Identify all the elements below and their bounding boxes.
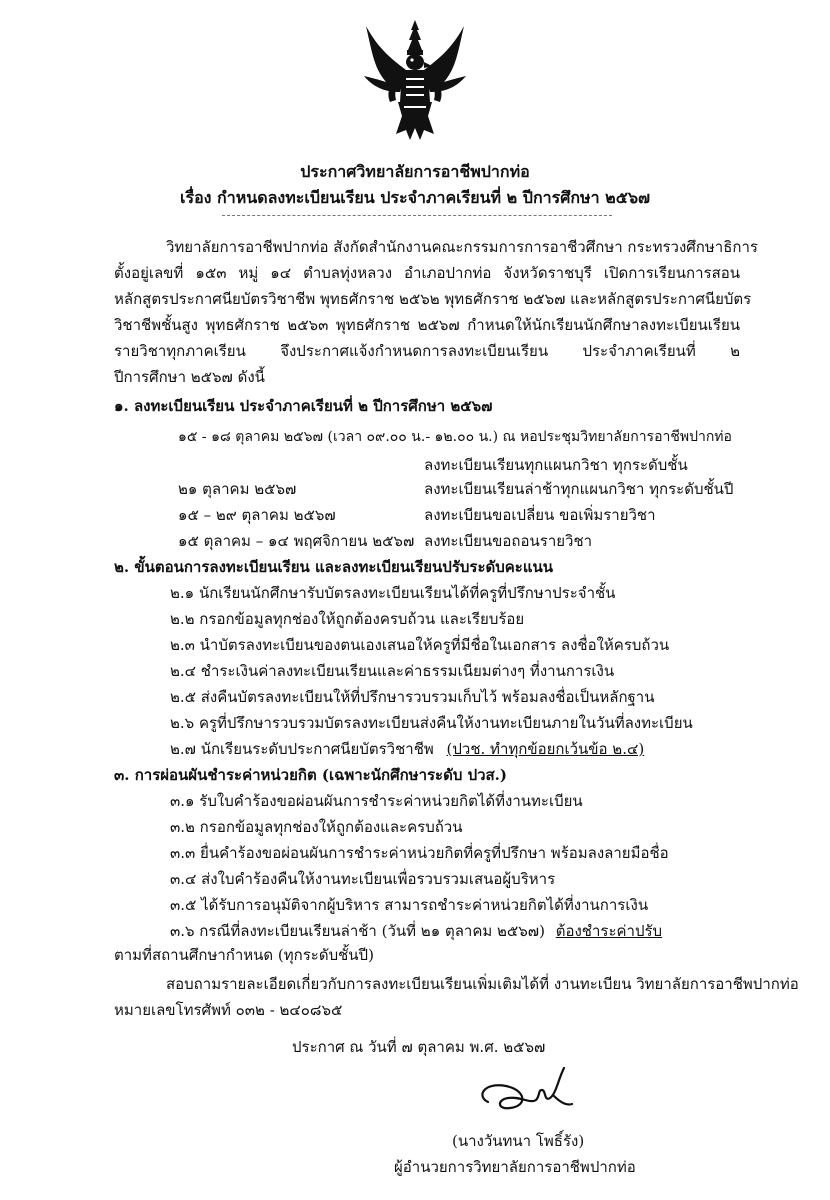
- intro-line: รายวิชาทุกภาคเรียน จึงประกาศแจ้งกำหนดการลงทะเบียนเรียน ประจำภาคเรียนที่ ๒: [114, 342, 740, 360]
- garuda-emblem-icon: [360, 18, 470, 146]
- procedure-item: ๒.๔ ชำระเงินค่าลงทะเบียนเรียนและค่าธรรมเนียมต่างๆ ที่งานการเงิน: [170, 662, 615, 680]
- procedure-item: ๒.๒ กรอกข้อมูลทุกช่องให้ถูกต้องครบถ้วน และเรียบร้อย: [170, 610, 525, 628]
- deferral-item: ๓.๔ ส่งใบคำร้องคืนให้งานทะเบียนเพื่อรวบรวมเสนอผู้บริหาร: [170, 870, 556, 888]
- procedure-item: ๒.๓ นำบัตรลงทะเบียนของตนเองเสนอให้ครูที่มีชื่อในเอกสาร ลงชื่อให้ครบถ้วน: [170, 636, 670, 654]
- intro-line: ตั้งอยู่เลขที่ ๑๕๓ หมู่ ๑๔ ตำบลทุ่งหลวง อำเภอปากท่อ จังหวัดราชบุรี เปิดการเรียนการสอน: [114, 264, 740, 282]
- schedule-row-desc: ลงทะเบียนเรียนทุกแผนกวิชา ทุกระดับชั้น: [424, 456, 688, 474]
- contact-line: สอบถามรายละเอียดเกี่ยวกับการลงทะเบียนเรียนเพิ่มเติมได้ที่ งานทะเบียน วิทยาลัยการอาชีพปากท่อ: [166, 975, 799, 993]
- title-divider: [222, 215, 612, 216]
- procedure-item: ๒.๑ นักเรียนนักศึกษารับบัตรลงทะเบียนเรียนได้ที่ครูที่ปรึกษาประจำชั้น: [170, 584, 616, 602]
- intro-line: วิทยาลัยการอาชีพปากท่อ สังกัดสำนักงานคณะกรรมการการอาชีวศึกษา กระทรวงศึกษาธิการ: [166, 238, 758, 256]
- procedure-item: [170, 739, 644, 759]
- signer-name: (นางวันทนา โพธิ์รัง): [452, 1132, 585, 1150]
- deferral-item: [170, 921, 662, 941]
- intro-line: ปีการศึกษา ๒๕๖๗ ดังนี้: [114, 368, 265, 386]
- document-subject: เรื่อง กำหนดลงทะเบียนเรียน ประจำภาคเรียนที่ ๒ ปีการศึกษา ๒๕๖๗: [180, 188, 650, 207]
- late-fee-note: ต้องชำระค่าปรับ: [555, 922, 663, 940]
- schedule-row-date: ๑๕ - ๑๘ ตุลาคม ๒๕๖๗ (เวลา ๐๙.๐๐ น.- ๑๒.๐๐ น.) ณ หอประชุมวิทยาลัยการอาชีพปากท่อ: [178, 429, 732, 445]
- deferral-item-text: ๓.๖ กรณีที่ลงทะเบียนเรียนล่าช้า (วันที่ ๒๑ ตุลาคม ๒๕๖๗): [170, 922, 545, 940]
- procedure-item: ๒.๕ ส่งคืนบัตรลงทะเบียนให้ที่ปรึกษารวบรวมเก็บไว้ พร้อมลงชื่อเป็นหลักฐาน: [170, 688, 655, 706]
- deferral-item: ๓.๓ ยื่นคำร้องขอผ่อนผันการชำระค่าหน่วยกิตที่ครูที่ปรึกษา พร้อมลงลายมือชื่อ: [170, 844, 669, 862]
- section3-heading: ๓. การผ่อนผันชำระค่าหน่วยกิต (เฉพาะนักศึกษาระดับ ปวส.): [114, 766, 508, 784]
- deferral-item: ๓.๕ ได้รับการอนุมัติจากผู้บริหาร สามารถชำระค่าหน่วยกิตได้ที่งานการเงิน: [170, 896, 649, 914]
- schedule-row-desc: ลงทะเบียนเรียนล่าช้าทุกแผนกวิชา ทุกระดับชั้นปี: [424, 480, 734, 498]
- deferral-item: ๓.๑ รับใบคำร้องขอผ่อนผันการชำระค่าหน่วยกิตได้ที่งานทะเบียน: [170, 792, 583, 810]
- deferral-item: ๓.๒ กรอกข้อมูลทุกช่องให้ถูกต้องและครบถ้วน: [170, 818, 463, 836]
- procedure-item: ๒.๖ ครูที่ปรึกษารวบรวมบัตรลงทะเบียนส่งคืนให้งานทะเบียนภายในวันที่ลงทะเบียน: [170, 714, 693, 732]
- document-title: ประกาศวิทยาลัยการอาชีพปากท่อ: [300, 162, 530, 181]
- procedure-item-text: ๒.๗ นักเรียนระดับประกาศนียบัตรวิชาชีพ: [170, 740, 434, 758]
- intro-line: หลักสูตรประกาศนียบัตรวิชาชีพ พุทธศักราช ๒๕๖๒ พุทธศักราช ๒๕๖๗ และหลักสูตรประกาศนียบัตร: [114, 290, 752, 308]
- procedure-item-note: (ปวช. ทำทุกข้อยกเว้นข้อ ๒.๔): [446, 740, 645, 758]
- contact-phone: หมายเลขโทรศัพท์ ๐๓๒ - ๒๔๐๘๖๕: [114, 1001, 343, 1019]
- deferral-item-continuation: ตามที่สถานศึกษากำหนด (ทุกระดับชั้นปี): [114, 946, 374, 964]
- schedule-row-date: ๒๑ ตุลาคม ๒๕๖๗: [178, 480, 297, 498]
- announcement-date: ประกาศ ณ วันที่ ๗ ตุลาคม พ.ศ. ๒๕๖๗: [292, 1038, 546, 1056]
- schedule-row-date: ๑๕ ตุลาคม – ๑๔ พฤศจิกายน ๒๕๖๗: [178, 532, 415, 550]
- intro-line: วิชาชีพชั้นสูง พุทธศักราช ๒๕๖๓ พุทธศักราช ๒๕๖๗ กำหนดให้นักเรียนนักศึกษาลงทะเบียนเรียน: [114, 316, 740, 334]
- section1-heading: ๑. ลงทะเบียนเรียน ประจำภาคเรียนที่ ๒ ปีการศึกษา ๒๕๖๗: [114, 397, 493, 415]
- schedule-row-desc: ลงทะเบียนขอเปลี่ยน ขอเพิ่มรายวิชา: [424, 506, 656, 524]
- handwritten-signature-icon: [470, 1062, 580, 1122]
- signer-title: ผู้อำนวยการวิทยาลัยการอาชีพปากท่อ: [394, 1158, 636, 1176]
- schedule-row-date: ๑๕ – ๒๙ ตุลาคม ๒๕๖๗: [178, 506, 336, 524]
- schedule-row-desc: ลงทะเบียนขอถอนรายวิชา: [424, 532, 593, 550]
- section2-heading: ๒. ขั้นตอนการลงทะเบียนเรียน และลงทะเบียนเรียนปรับระดับคะแนน: [114, 558, 554, 576]
